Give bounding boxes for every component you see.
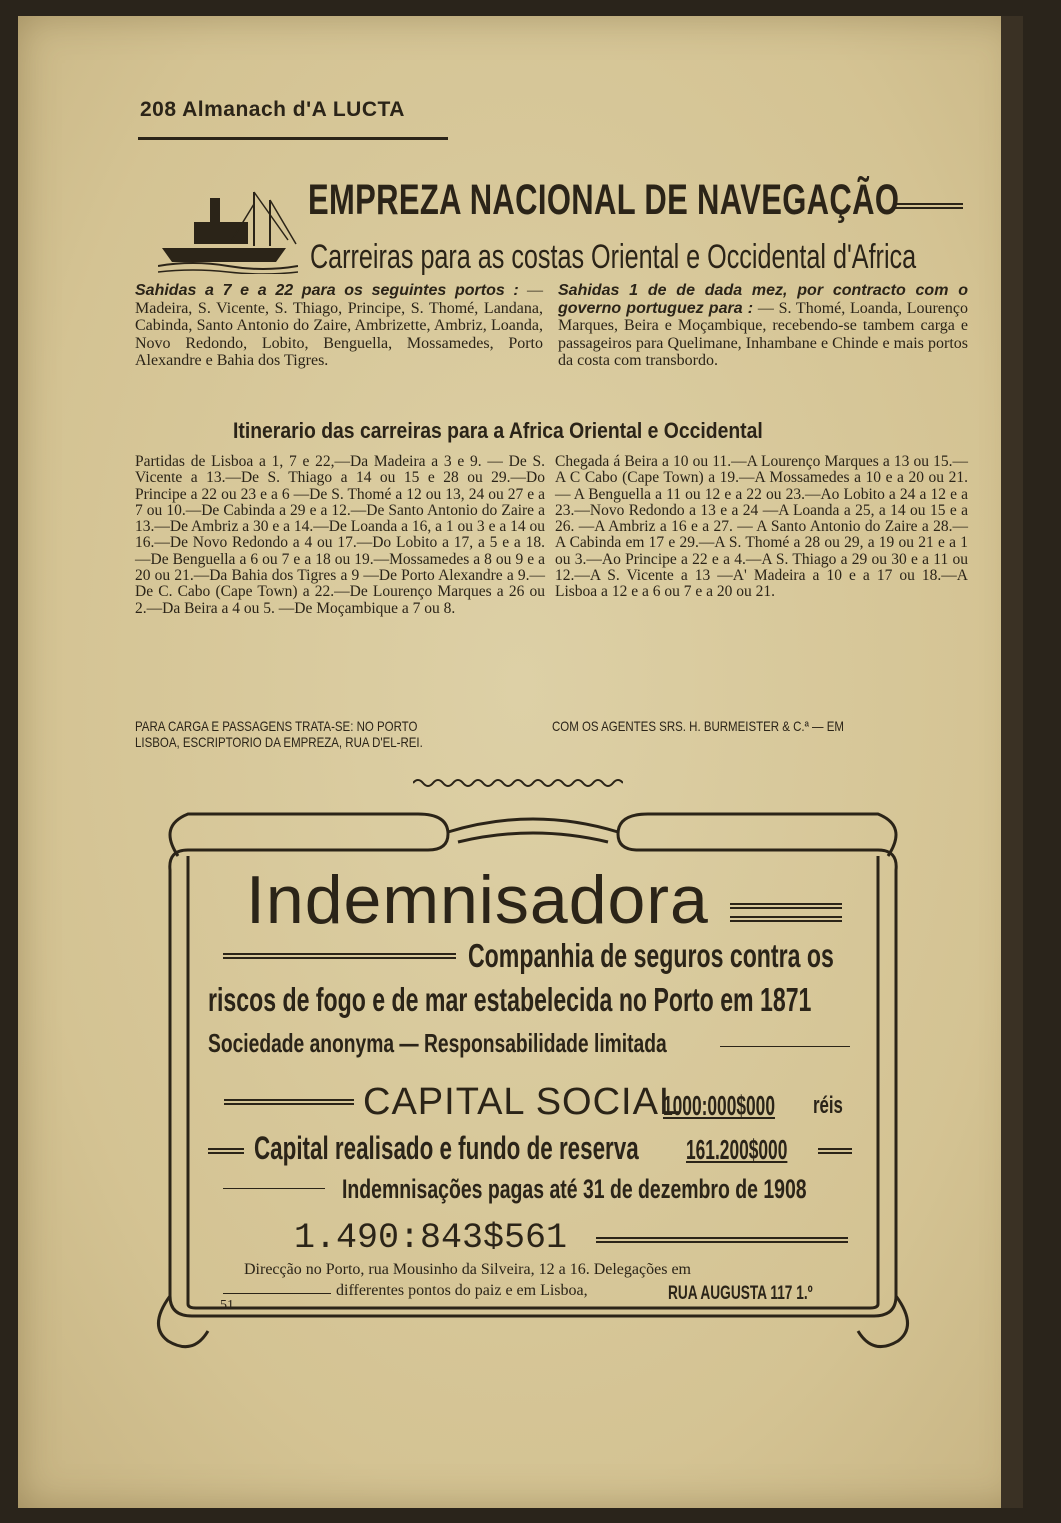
insurer-line-1: Companhia de seguros contra os bbox=[468, 937, 834, 974]
line3-rule bbox=[720, 1046, 850, 1047]
insurer-line-2: riscos de fogo e de mar estabelecida no Porto em 1871 bbox=[208, 981, 812, 1018]
rua-augusta: RUA AUGUSTA 117 1.º bbox=[668, 1283, 813, 1304]
realisado-rule-left bbox=[208, 1148, 244, 1154]
insurer-line-3: Sociedade anonyma — Responsabilidade limitada bbox=[208, 1028, 667, 1058]
insurer-name-rule-2 bbox=[730, 916, 842, 922]
delegacoes-text: differentes pontos do paiz e em Lisboa, bbox=[336, 1282, 588, 1299]
page-number: 208 bbox=[140, 98, 177, 121]
line1-rule bbox=[223, 953, 456, 959]
capital-unit: réis bbox=[813, 1092, 843, 1119]
header-rule bbox=[138, 137, 448, 140]
insurer-name-rule-1 bbox=[730, 903, 842, 909]
capital-value: 1000:000$000 bbox=[663, 1090, 775, 1121]
running-header bbox=[140, 98, 405, 122]
company-title: EMPREZA NACIONAL DE NAVEGAÇÃO bbox=[308, 176, 900, 224]
arrivals-schedule: Chegada á Beira a 10 ou 11.—A Lourenço Marques a 13 ou 15.—A C Cabo (Cape Town) a 19.—A Mossamedes a 10 e a 20 ou 21. — A Benguella a 11 ou 12 e a 22 ou 23.—Ao Lobito a 24 a 12 e a 23.—Novo Redondo a 13 e a 24 —A Loanda a 25, a 14 ou 15 e a 26. —A Ambriz a 16 e a 27. — A Santo Antonio do Zaire a 28.—A Cabinda em 17 e 29.—A S. Thomé a 28 ou 29, a 19 ou 21 e a 1 ou 3.—Ao Principe a 22 e a 4.—A S. Thiago a 29 ou 30 e a 11 ou 12.—A S. Vicente a 13 —A' Madeira a 10 e a 17 ou 18.—A Lisboa a 12 e a 6 ou 7 e a 20 ou 21. bbox=[555, 453, 968, 601]
capital-rule bbox=[224, 1099, 354, 1105]
direccao-text: Direcção no Porto, rua Mousinho da Silveira, 12 a 16. Delegações em bbox=[244, 1261, 691, 1278]
total-rule bbox=[596, 1237, 848, 1243]
sheet-mark: 51 bbox=[220, 1298, 234, 1313]
realisado-rule-right bbox=[818, 1148, 852, 1154]
almanac-page bbox=[18, 16, 1023, 1508]
left-departures-body: — Madeira, S. Vicente, S. Thiago, Principe, S. Thomé, Landana, Cabinda, Santo Antonio do Zaire, Ambrizette, Ambriz, Loanda, Novo Redondo, Lobito, Benguella, Mossamedes, Porto Alexandre e Bahia dos Tigres. bbox=[135, 282, 543, 369]
footer-right-line: COM OS AGENTES SRS. H. BURMEISTER & C.ª — EM bbox=[552, 718, 844, 734]
departures-schedule: Partidas de Lisboa a 1, 7 e 22,—Da Madeira a 3 e 9. — De S. Vicente a 13.—De S. Thiago a 14 ou 15 e 28 ou 29.—Do Principe a 22 ou 23 e a 6 —De S. Thomé a 12 ou 13, 24 ou 27 e a 7 ou 10.—De Cabinda a 29 e a 12.—De Santo Antonio do Zaire a 13.—De Ambriz a 30 e a 14.—De Loanda a 16, a 1 ou 3 e a 14 ou 16.—De Novo Redondo a 4 ou 17.—Do Lobito a 17, a 5 e a 18.—De Benguella a 6 ou 7 e a 18 ou 19.—Mossamedes a 8 ou 9 e a 20 ou 21.—Da Bahia dos Tigres a 9 —De Porto Alexandre a 9.—De C. Cabo (Cape Town) a 22.—De Lourenço Marques a 26 ou 2.—Da Beira a 4 ou 5. —De Moçambique a 7 ou 8. bbox=[135, 453, 545, 617]
right-departures-paragraph bbox=[558, 282, 968, 370]
left-departures-lead: Sahidas a 7 e a 22 para os seguintes portos : bbox=[135, 282, 519, 299]
insurer-name: Indemnisadora bbox=[246, 862, 709, 938]
indemnities-total: 1.490:843$561 bbox=[294, 1218, 568, 1258]
wave-divider bbox=[413, 776, 623, 790]
company-subtitle: Carreiras para as costas Oriental e Occidental d'Africa bbox=[310, 238, 917, 276]
steamship-icon bbox=[158, 184, 298, 274]
pagas-rule bbox=[223, 1188, 325, 1189]
right-departures-body: — S. Thomé, Loanda, Lourenço Marques, Beira e Moçambique, recebendo-se tambem carga e passageiros para Quelimane, Inhambane e Chinde e mais portos da costa com transbordo. bbox=[558, 299, 968, 369]
header-title: Almanach d'A LUCTA bbox=[182, 98, 405, 121]
page-edge-shadow bbox=[1001, 16, 1023, 1508]
capital-label: CAPITAL SOCIAL bbox=[363, 1081, 682, 1123]
right-departures-lead: Sahidas 1 de de dada mez, por contracto com o governo portuguez para : bbox=[558, 282, 968, 317]
realisado-label: Capital realisado e fundo de reserva bbox=[254, 1130, 639, 1166]
footer-left-line-2: LISBOA, ESCRIPTORIO DA EMPREZA, RUA D'EL-REI. bbox=[135, 734, 423, 750]
footer-left-line-1: PARA CARGA E PASSAGENS TRATA-SE: NO PORTO bbox=[135, 718, 418, 734]
delegacoes-rule bbox=[223, 1293, 331, 1294]
itinerary-title: Itinerario das carreiras para a Africa Oriental e Occidental bbox=[233, 418, 763, 443]
indemnities-paid: Indemnisações pagas até 31 de dezembro de 1908 bbox=[342, 1174, 807, 1204]
title-rule bbox=[893, 203, 963, 209]
realisado-value: 161.200$000 bbox=[686, 1134, 788, 1165]
left-departures-paragraph bbox=[135, 282, 543, 370]
